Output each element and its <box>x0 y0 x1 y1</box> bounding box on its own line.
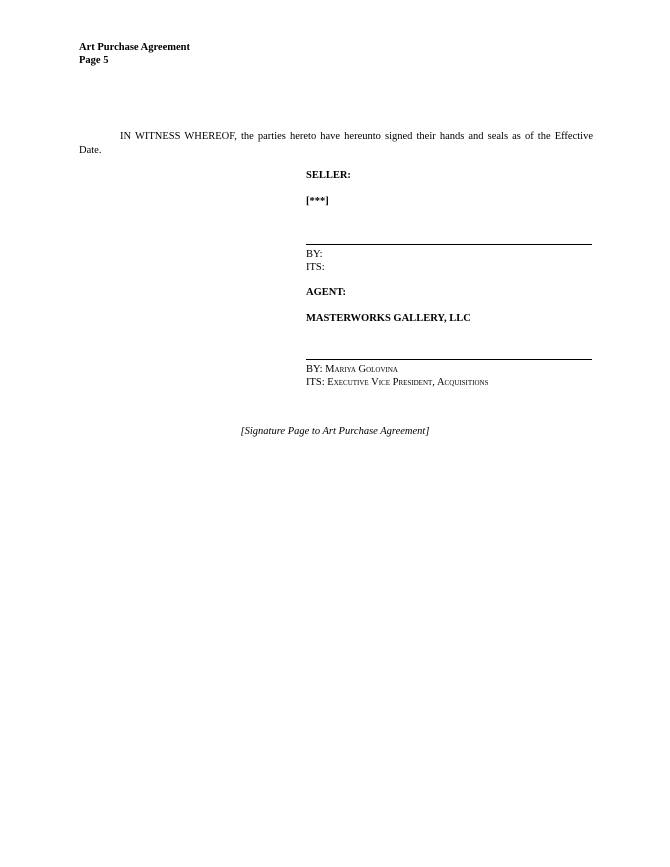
signature-page-note: [Signature Page to Art Purchase Agreement] <box>240 426 430 437</box>
agent-its-label: ITS: <box>306 377 325 388</box>
seller-its-line <box>306 261 593 274</box>
seller-by-label: BY: <box>306 249 323 260</box>
agent-heading: AGENT: <box>306 287 347 298</box>
document-title: Art Purchase Agreement <box>79 42 190 53</box>
agent-signature-line <box>306 359 592 360</box>
running-header <box>79 41 190 67</box>
agent-signatory-name: Mariya Golovina <box>325 364 398 375</box>
seller-signature-line <box>306 244 592 245</box>
agent-its-line <box>306 376 593 389</box>
page-number: Page 5 <box>79 55 109 66</box>
seller-name: [***] <box>306 196 329 207</box>
seller-by-line <box>306 248 593 261</box>
agent-signatory-title: Executive Vice President, Acquisitions <box>327 377 489 388</box>
seller-heading: SELLER: <box>306 170 351 181</box>
seller-its-label: ITS: <box>306 262 325 273</box>
witness-clause: IN WITNESS WHEREOF, the parties hereto have hereunto signed their hands and seals as of the Effective Date. <box>79 131 593 156</box>
agent-by-label: BY: <box>306 364 323 375</box>
agent-name: MASTERWORKS GALLERY, LLC <box>306 313 471 324</box>
agent-by-line <box>306 363 593 376</box>
